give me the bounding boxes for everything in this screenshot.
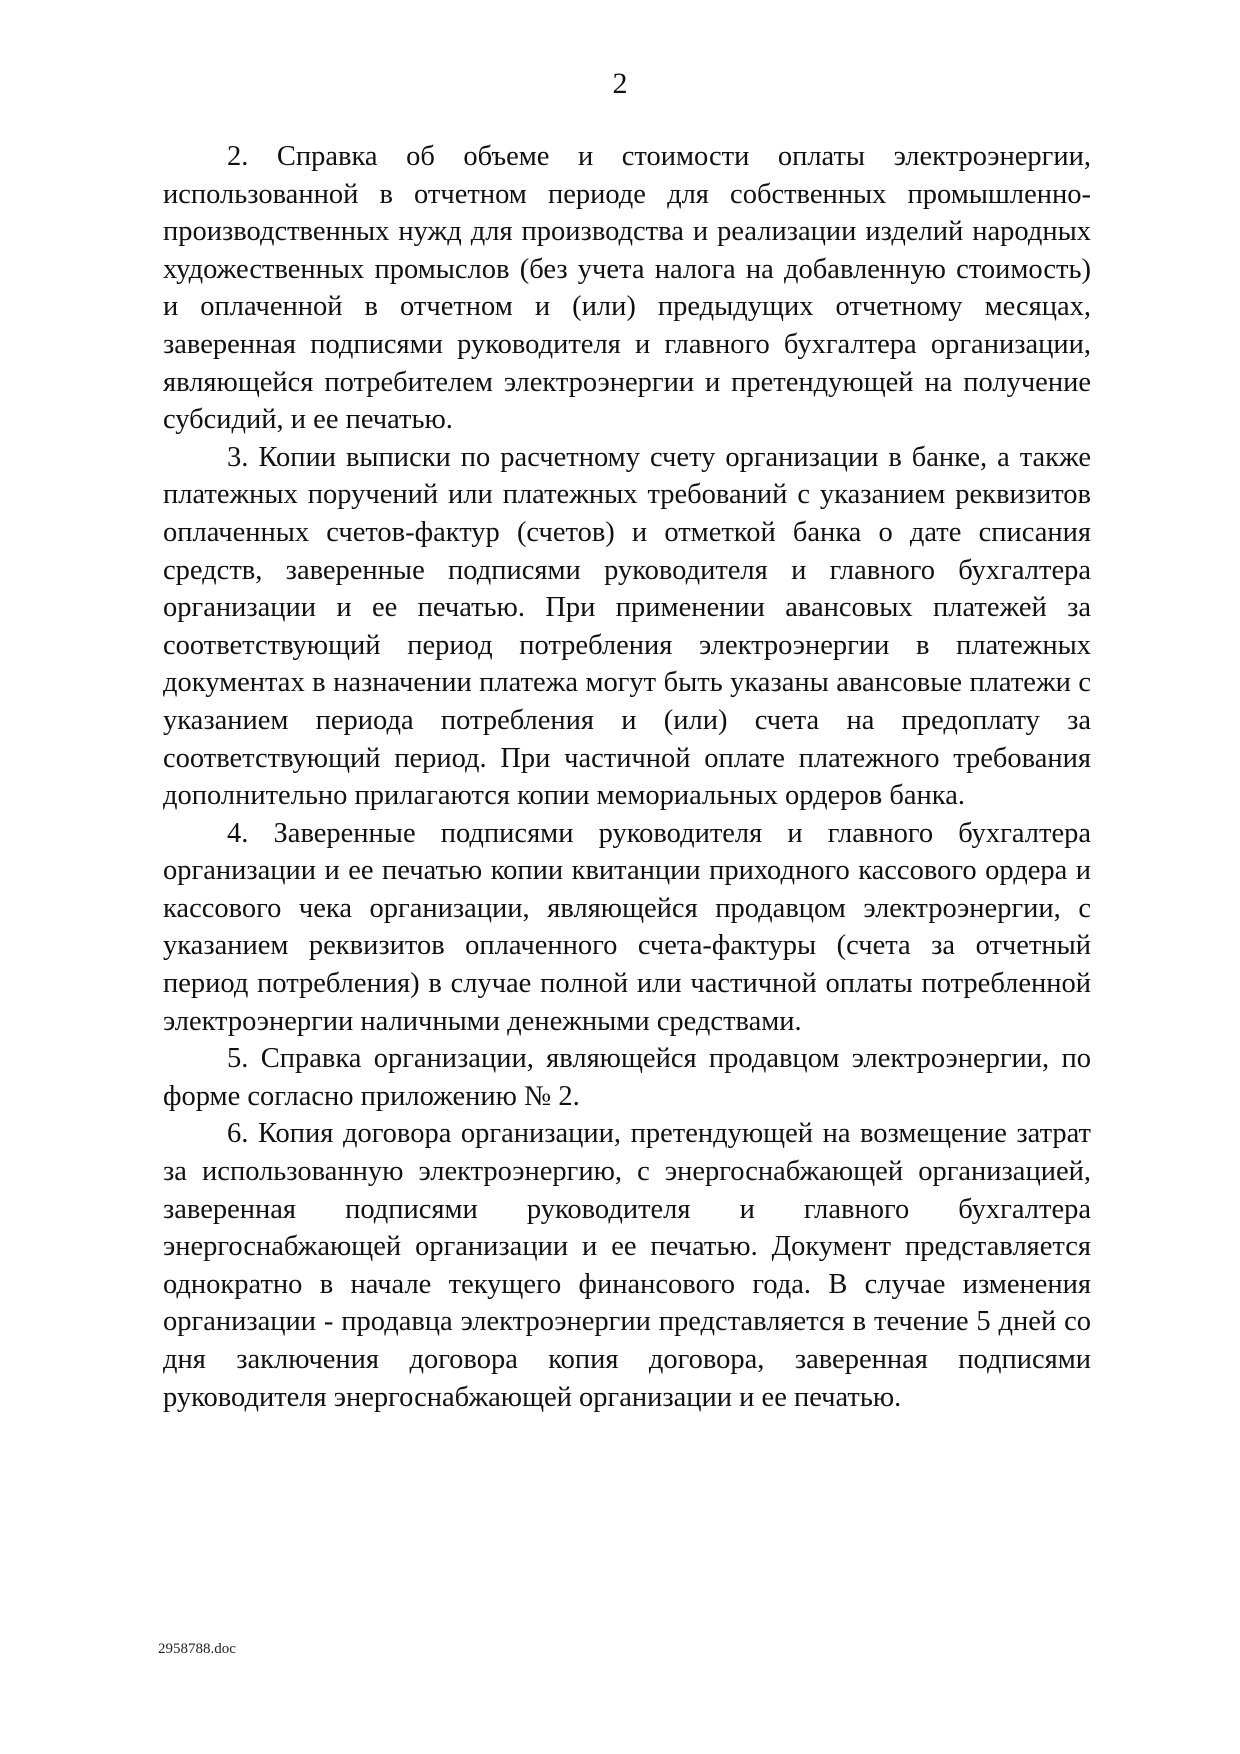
page-number: 2 <box>612 67 628 100</box>
paragraph-item-2: 2. Справка об объеме и стоимости оплаты электроэнергии, использованной в отчетном периоде для собственных промышленно-производственных нужд для производства и реализации изделий народных художественных промыслов (без учета налога на добавленную стоимость) и оплаченной в отчетном и (или) предыдущих отчетному месяцах, заверенная подписями руководителя и главного бухгалтера организации, являющейся потребителем электроэнергии и претендующей на получение субсидий, и ее печатью. <box>163 141 1091 436</box>
paragraph-item-6: 6. Копия договора организации, претендующей на возмещение затрат за использованную электроэнергию, с энергоснабжающей организацией, заверенная подписями руководителя и главного бухгалтера энергоснабжающей организации и ее печатью. Документ представляется однократно в начале текущего финансового года. В случае изменения организации - продавца электроэнергии представляется в течение 5 дней со дня заключения договора копия договора, заверенная подписями руководителя энергоснабжающей организации и ее печатью. <box>163 1118 1091 1413</box>
document-file-id: 2958788.doc <box>158 1641 236 1657</box>
paragraph-item-5: 5. Справка организации, являющейся продавцом электроэнергии, по форме согласно приложению № 2. <box>163 1043 1091 1112</box>
document-body <box>163 138 1091 1416</box>
paragraph-item-3: 3. Копии выписки по расчетному счету организации в банке, а также платежных поручений или платежных требований с указанием реквизитов оплаченных счетов-фактур (счетов) и отметкой банка о дате списания средств, заверенные подписями руководителя и главного бухгалтера организации и ее печатью. При применении авансовых платежей за соответствующий период потребления электроэнергии в платежных документах в назначении платежа могут быть указаны авансовые платежи с указанием периода потребления и (или) счета на предоплату за соответствующий период. При частичной оплате платежного требования дополнительно прилагаются копии мемориальных ордеров банка. <box>163 441 1091 812</box>
paragraph-item-4: 4. Заверенные подписями руководителя и главного бухгалтера организации и ее печатью копии квитанции приходного кассового ордера и кассового чека организации, являющейся продавцом электроэнергии, с указанием реквизитов оплаченного счета-фактуры (счета за отчетный период потребления) в случае полной или частичной оплаты потребленной электроэнергии наличными денежными средствами. <box>163 817 1091 1037</box>
